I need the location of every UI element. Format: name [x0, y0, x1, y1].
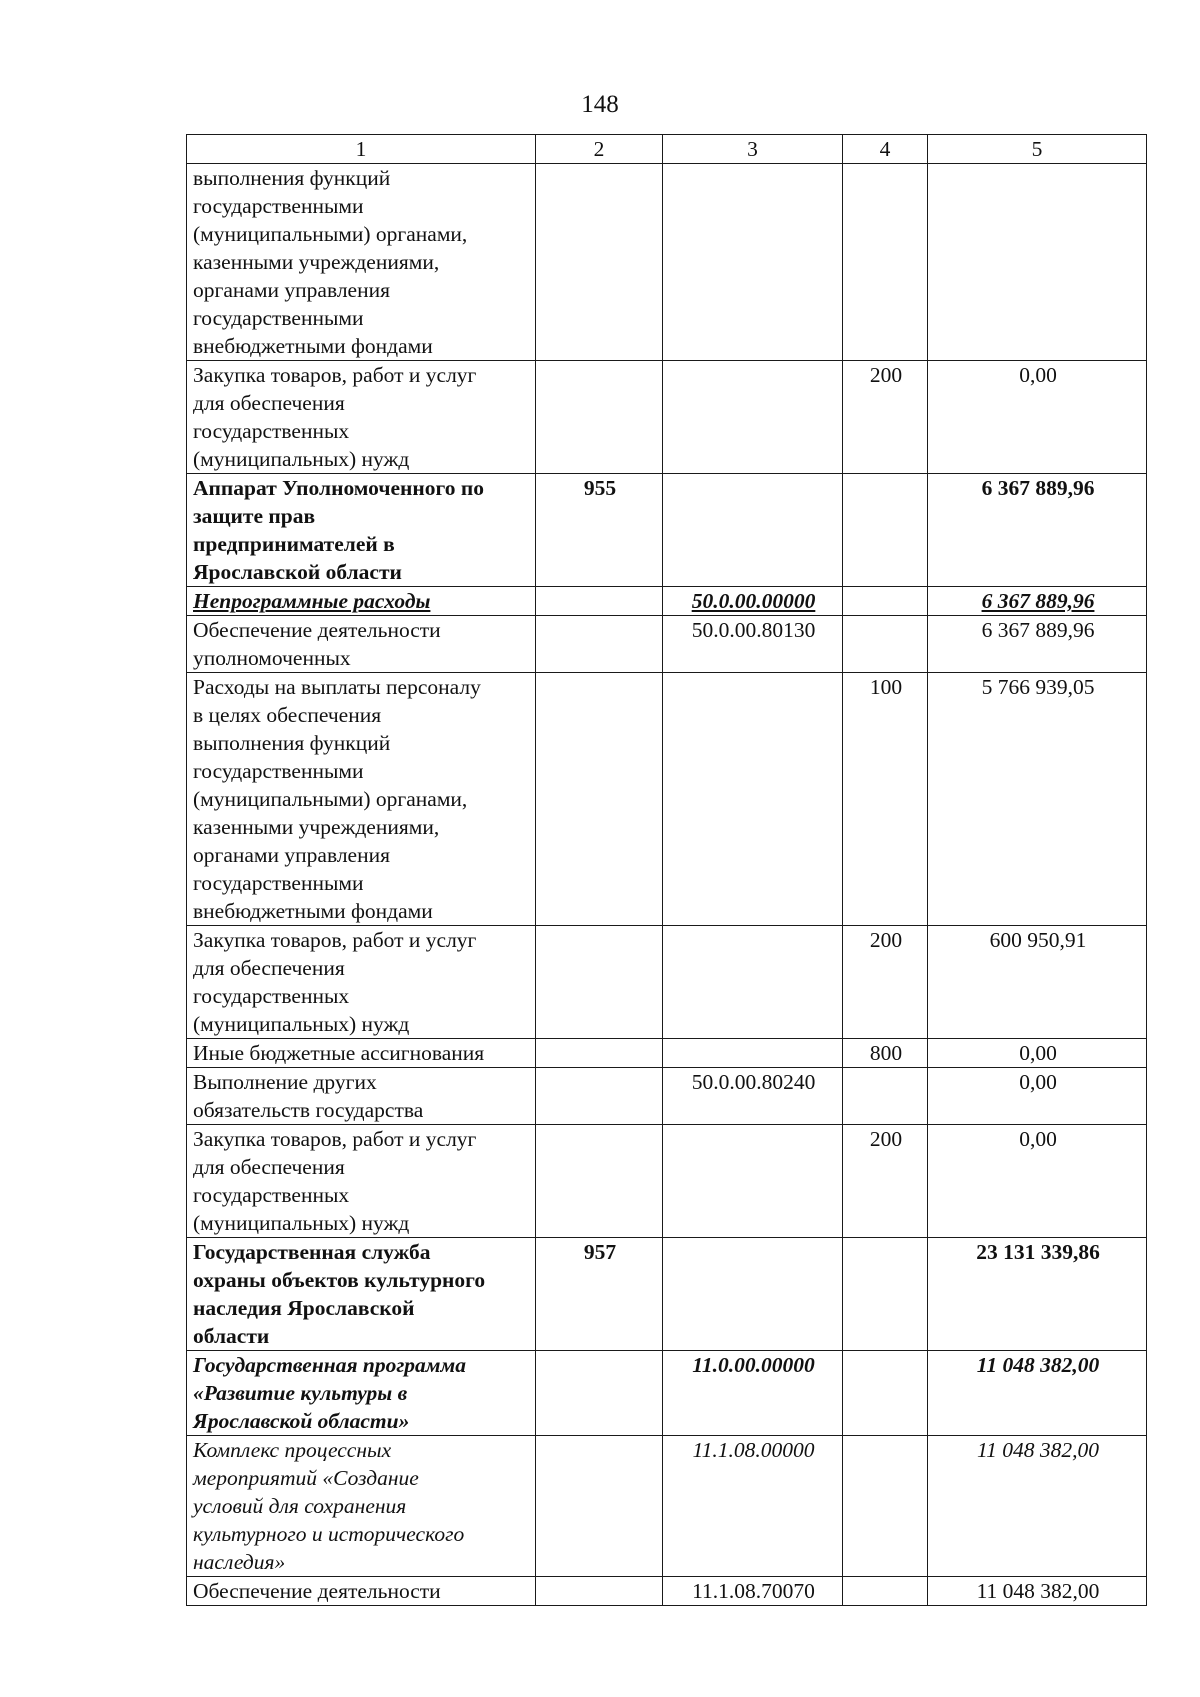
- table-row: [187, 926, 1147, 1039]
- table-row: [187, 1125, 1147, 1238]
- row-code-cell: [536, 164, 663, 361]
- row-name-cell: Закупка товаров, работ и услуг для обеспечения государственных (муниципальных) нужд: [187, 1125, 536, 1238]
- row-type-cell: 200: [843, 1125, 928, 1238]
- row-type-cell: [843, 1577, 928, 1606]
- row-amount-cell: 6 367 889,96: [928, 587, 1147, 616]
- row-type-cell: [843, 616, 928, 673]
- table-row: [187, 361, 1147, 474]
- row-code-cell: [536, 1436, 663, 1577]
- row-code-cell: [536, 1068, 663, 1125]
- row-code-cell: [536, 1125, 663, 1238]
- row-type-cell: [843, 474, 928, 587]
- row-amount-cell: 0,00: [928, 361, 1147, 474]
- table-row: [187, 1351, 1147, 1436]
- row-name-cell: Закупка товаров, работ и услуг для обеспечения государственных (муниципальных) нужд: [187, 926, 536, 1039]
- column-header-5: 5: [928, 135, 1147, 164]
- row-target-cell: 50.0.00.00000: [663, 587, 843, 616]
- row-amount-cell: 11 048 382,00: [928, 1351, 1147, 1436]
- table-row: [187, 616, 1147, 673]
- row-amount-cell: 11 048 382,00: [928, 1577, 1147, 1606]
- row-amount-cell: [928, 164, 1147, 361]
- row-name-cell: выполнения функций государственными (муниципальными) органами, казенными учреждениями, органами управления государственными внебюджетными фондами: [187, 164, 536, 361]
- row-name-cell: Закупка товаров, работ и услуг для обеспечения государственных (муниципальных) нужд: [187, 361, 536, 474]
- row-code-cell: [536, 587, 663, 616]
- row-name-cell: Непрограммные расходы: [187, 587, 536, 616]
- row-amount-cell: 5 766 939,05: [928, 673, 1147, 926]
- row-target-cell: [663, 1238, 843, 1351]
- row-amount-cell: 0,00: [928, 1068, 1147, 1125]
- table-row: [187, 673, 1147, 926]
- row-code-cell: [536, 616, 663, 673]
- row-name-cell: Комплекс процессных мероприятий «Создание условий для сохранения культурного и исторического наследия»: [187, 1436, 536, 1577]
- row-target-cell: [663, 673, 843, 926]
- row-code-cell: [536, 361, 663, 474]
- row-type-cell: 200: [843, 926, 928, 1039]
- row-amount-cell: 0,00: [928, 1125, 1147, 1238]
- row-amount-cell: 0,00: [928, 1039, 1147, 1068]
- table-row: [187, 1039, 1147, 1068]
- row-target-cell: [663, 1125, 843, 1238]
- budget-table: [186, 134, 1147, 1606]
- row-name-cell: Аппарат Уполномоченного по защите прав предпринимателей в Ярославской области: [187, 474, 536, 587]
- table-row: [187, 587, 1147, 616]
- row-type-cell: [843, 164, 928, 361]
- row-type-cell: [843, 1238, 928, 1351]
- row-type-cell: 100: [843, 673, 928, 926]
- page-number: 148: [581, 91, 619, 118]
- row-amount-cell: 11 048 382,00: [928, 1436, 1147, 1577]
- row-target-cell: [663, 1039, 843, 1068]
- row-name-cell: Иные бюджетные ассигнования: [187, 1039, 536, 1068]
- row-type-cell: [843, 587, 928, 616]
- row-target-cell: [663, 164, 843, 361]
- row-name-cell: Обеспечение деятельности уполномоченных: [187, 616, 536, 673]
- row-name-cell: Обеспечение деятельности: [187, 1577, 536, 1606]
- table-row: [187, 1577, 1147, 1606]
- table-row: [187, 164, 1147, 361]
- row-type-cell: [843, 1436, 928, 1577]
- row-name-cell: Расходы на выплаты персоналу в целях обеспечения выполнения функций государственными (муниципальными) органами, казенными учреждениями, органами управления государственными внебюджетными фондами: [187, 673, 536, 926]
- row-code-cell: [536, 1577, 663, 1606]
- row-target-cell: 11.0.00.00000: [663, 1351, 843, 1436]
- row-code-cell: [536, 1351, 663, 1436]
- row-name-cell: Государственная программа «Развитие культуры в Ярославской области»: [187, 1351, 536, 1436]
- column-header-2: 2: [536, 135, 663, 164]
- row-amount-cell: 6 367 889,96: [928, 474, 1147, 587]
- row-target-cell: 50.0.00.80130: [663, 616, 843, 673]
- table-row: [187, 1068, 1147, 1125]
- row-type-cell: [843, 1068, 928, 1125]
- row-type-cell: 200: [843, 361, 928, 474]
- row-amount-cell: 6 367 889,96: [928, 616, 1147, 673]
- column-header-4: 4: [843, 135, 928, 164]
- row-code-cell: 957: [536, 1238, 663, 1351]
- row-type-cell: 800: [843, 1039, 928, 1068]
- row-type-cell: [843, 1351, 928, 1436]
- row-target-cell: [663, 361, 843, 474]
- table-row: [187, 1238, 1147, 1351]
- row-code-cell: [536, 673, 663, 926]
- row-target-cell: [663, 474, 843, 587]
- table-row: [187, 474, 1147, 587]
- row-target-cell: 50.0.00.80240: [663, 1068, 843, 1125]
- row-name-cell: Государственная служба охраны объектов культурного наследия Ярославской области: [187, 1238, 536, 1351]
- column-header-3: 3: [663, 135, 843, 164]
- row-name-cell: Выполнение других обязательств государства: [187, 1068, 536, 1125]
- table-row: [187, 1436, 1147, 1577]
- row-amount-cell: 23 131 339,86: [928, 1238, 1147, 1351]
- row-code-cell: [536, 926, 663, 1039]
- header-row: [187, 135, 1147, 164]
- row-amount-cell: 600 950,91: [928, 926, 1147, 1039]
- row-code-cell: [536, 1039, 663, 1068]
- row-code-cell: 955: [536, 474, 663, 587]
- row-target-cell: [663, 926, 843, 1039]
- column-header-1: 1: [187, 135, 536, 164]
- table-body: [187, 164, 1147, 1606]
- row-target-cell: 11.1.08.00000: [663, 1436, 843, 1577]
- row-target-cell: 11.1.08.70070: [663, 1577, 843, 1606]
